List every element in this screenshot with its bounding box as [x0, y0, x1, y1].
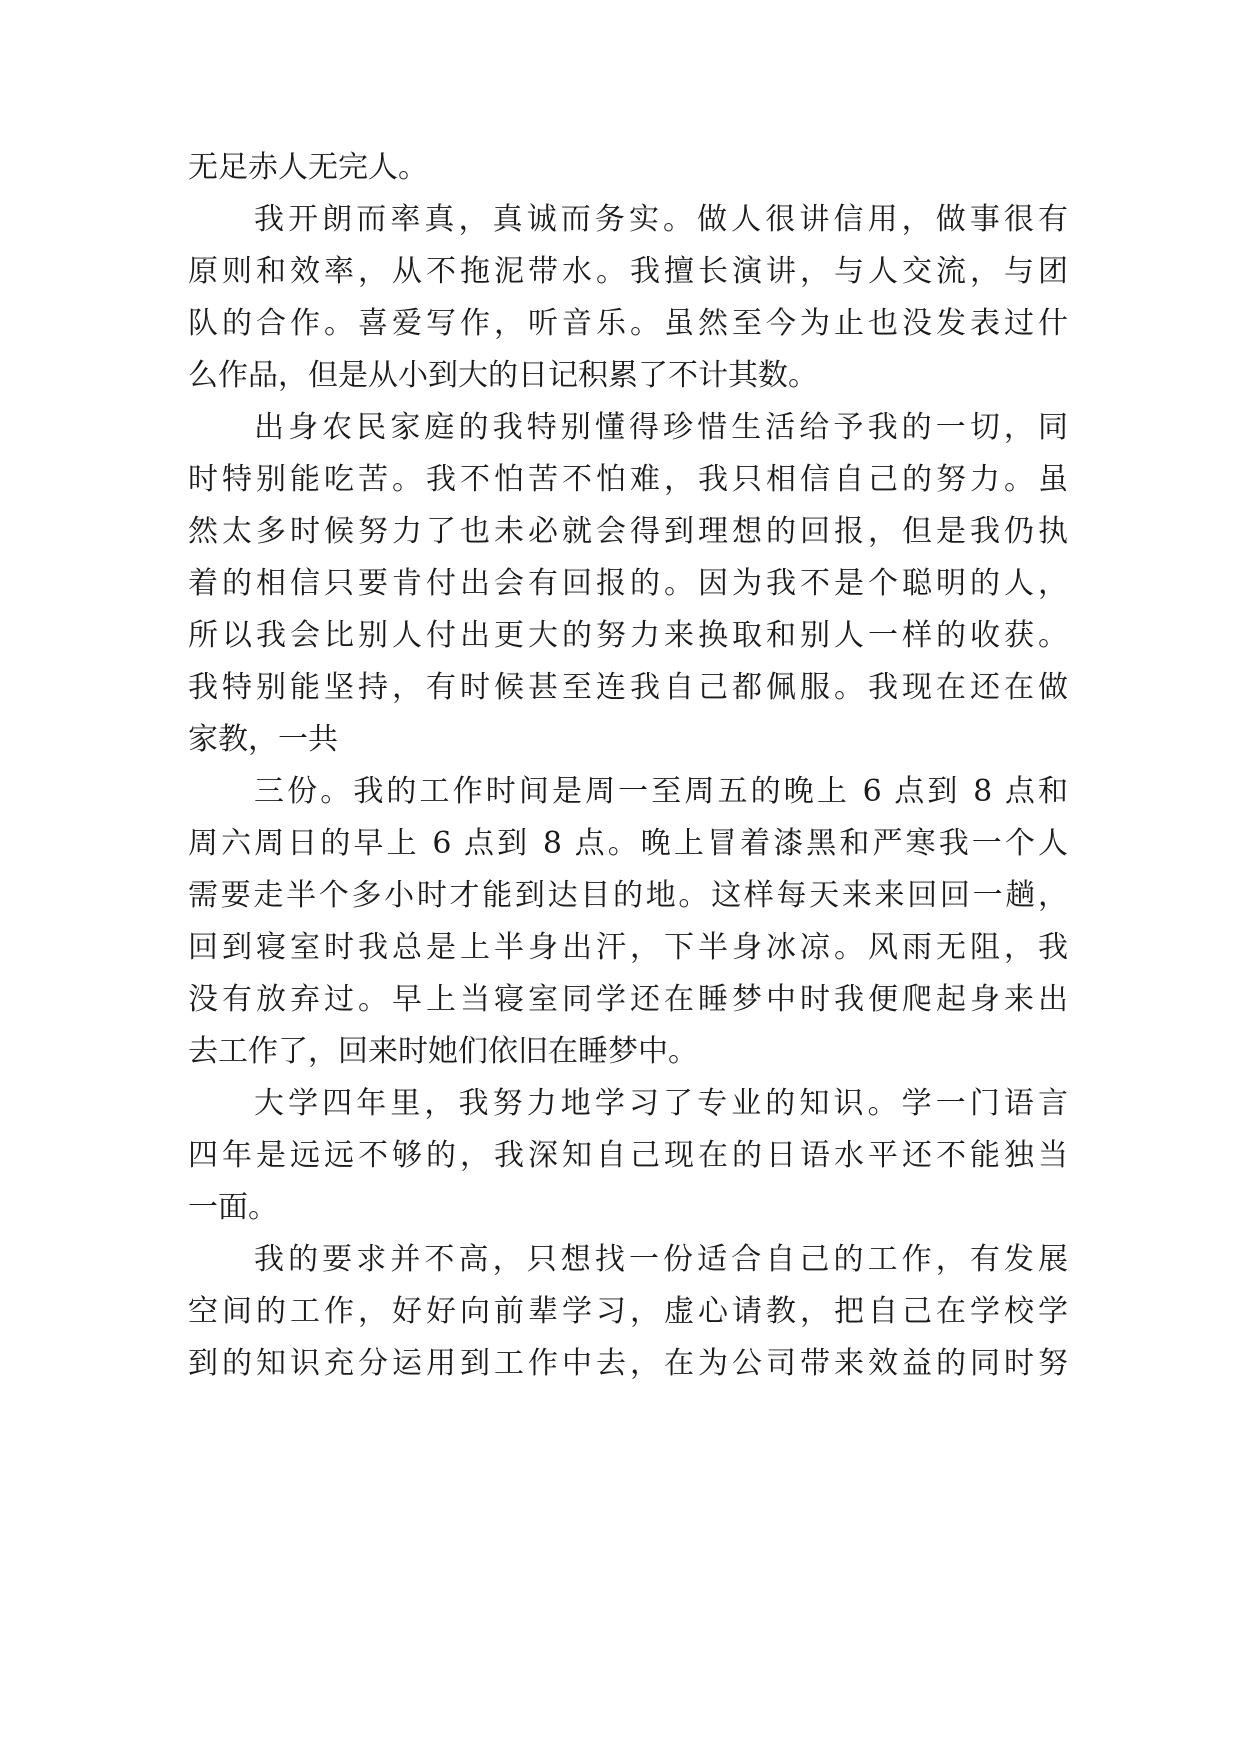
text-line: 时特别能吃苦。我不怕苦不怕难，我只相信自己的努力。虽 — [188, 462, 1068, 497]
text-line: 没有放弃过。早上当寝室同学还在睡梦中时我便爬起身来出 — [188, 982, 1068, 1017]
text-line: 无足赤人无完人。 — [188, 150, 428, 185]
text-line: 回到寝室时我总是上半身出汗，下半身冰凉。风雨无阻，我 — [188, 930, 1068, 965]
text-line: 着的相信只要肯付出会有回报的。因为我不是个聪明的人， — [188, 566, 1068, 601]
text-line: 么作品，但是从小到大的日记积累了不计其数。 — [188, 358, 818, 393]
text-line: 我特别能坚持，有时候甚至连我自己都佩服。我现在还在做 — [188, 670, 1068, 705]
text-line: 所以我会比别人付出更大的努力来换取和别人一样的收获。 — [188, 618, 1068, 653]
text-line: 四年是远远不够的，我深知自己现在的日语水平还不能独当 — [188, 1138, 1068, 1173]
text-line: 需要走半个多小时才能到达目的地。这样每天来来回回一趟， — [188, 878, 1068, 913]
text-line: 一面。 — [188, 1190, 278, 1225]
text-line: 然太多时候努力了也未必就会得到理想的回报，但是我仍执 — [188, 514, 1068, 549]
text-line: 原则和效率，从不拖泥带水。我擅长演讲，与人交流，与团 — [188, 254, 1068, 289]
text-line: 队的合作。喜爱写作，听音乐。虽然至今为止也没发表过什 — [188, 306, 1068, 341]
text-line: 去工作了，回来时她们依旧在睡梦中。 — [188, 1034, 698, 1069]
paragraph-first-line: 大学四年里，我努力地学习了专业的知识。学一门语言 — [254, 1086, 1068, 1121]
text-line: 到的知识充分运用到工作中去，在为公司带来效益的同时努 — [188, 1346, 1068, 1381]
paragraph-first-line: 出身农民家庭的我特别懂得珍惜生活给予我的一切，同 — [254, 410, 1068, 445]
paragraph-first-line: 三份。我的工作时间是周一至周五的晚上 6 点到 8 点和 — [254, 774, 1068, 809]
text-line: 家教，一共 — [188, 722, 338, 757]
text-line: 空间的工作，好好向前辈学习，虚心请教，把自己在学校学 — [188, 1294, 1068, 1329]
paragraph-first-line: 我的要求并不高，只想找一份适合自己的工作，有发展 — [254, 1242, 1068, 1277]
paragraph-first-line: 我开朗而率真，真诚而务实。做人很讲信用，做事很有 — [254, 202, 1068, 237]
text-line: 周六周日的早上 6 点到 8 点。晚上冒着漆黑和严寒我一个人 — [188, 826, 1068, 861]
